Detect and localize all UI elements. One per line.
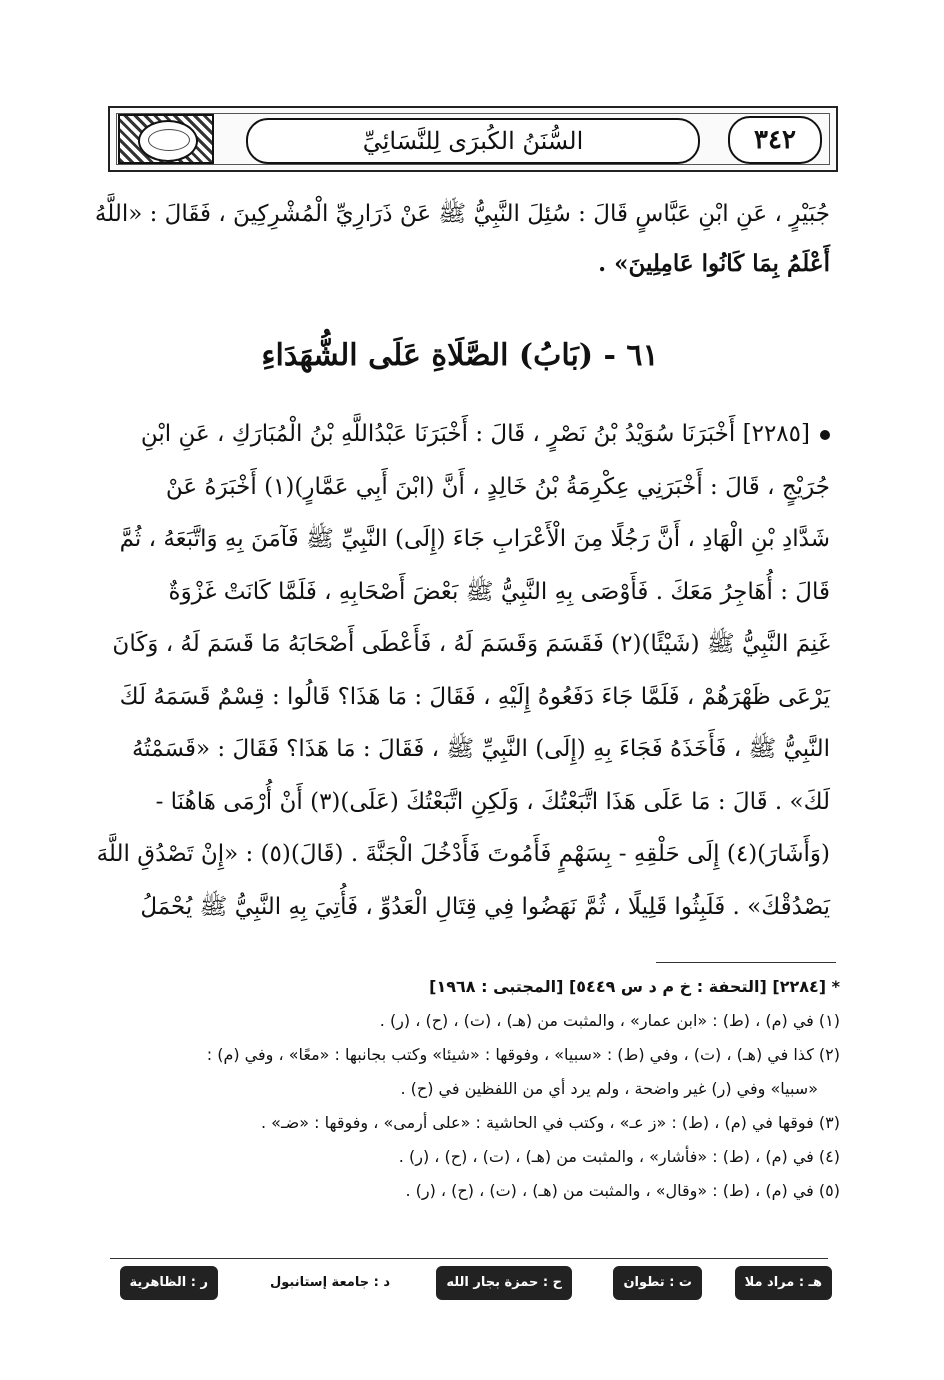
- intro-line: جُبَيْرٍ ، عَنِ ابْنِ عَبَّاسٍ قَالَ : سُئِلَ النَّبِيُّ ﷺ عَنْ ذَرَارِيِّ الْمُشْرِكِينَ ، فَقَالَ : «اللَّهُ: [94, 201, 830, 227]
- footnote: (٢) كذا في (هـ) ، (ت) ، وفي (ط) : «سبيا» ، وفوقها : «شيئا» وكتب بجانبها : «معًا» ، وفي (م) :: [206, 1045, 840, 1064]
- footnote: «سبيا» وفي (ر) غير واضحة ، ولم يرد أي من اللفظين في (ح) .: [400, 1079, 818, 1098]
- footer-rule: [110, 1258, 828, 1259]
- footnote-reference: * [٢٢٨٤] [التحفة : خ م د س ٥٤٤٩] [المجتبى : ١٩٦٨]: [429, 977, 840, 996]
- footnote-divider: [656, 962, 836, 963]
- intro-line: أَعْلَمُ بِمَا كَانُوا عَامِلِينَ» .: [598, 250, 830, 277]
- bullet-icon: [820, 430, 830, 440]
- page-number: ٣٤٢: [728, 116, 822, 164]
- hadith-line: جُرَيْجٍ ، قَالَ : أَخْبَرَنِي عِكْرِمَةُ بْنُ خَالِدٍ ، أَنَّ (ابْنَ أَبِي عَمَّارٍ)(١) أَخْبَرَهُ عَنْ: [165, 473, 830, 500]
- book-seal-icon: [138, 120, 198, 162]
- chapter-heading: ٦١ - (بَابُ) الصَّلَاةِ عَلَى الشُّهَدَاءِ: [261, 338, 659, 373]
- footnotes: [100, 970, 840, 1208]
- hadith-line: شَدَّادِ بْنِ الْهَادِ ، أَنَّ رَجُلًا مِنَ الْأَعْرَابِ جَاءَ (إِلَى) النَّبِيِّ ﷺ فَآمَنَ بِهِ وَاتَّبَعَهُ ، ثُمَّ: [119, 526, 830, 552]
- manuscript-badge: هـ : مراد ملا: [735, 1266, 832, 1300]
- manuscript-badge: ت : تطوان: [613, 1266, 702, 1300]
- hadith-line: [٢٢٨٥] أَخْبَرَنَا سُوَيْدُ بْنُ نَصْرٍ ، قَالَ : أَخْبَرَنَا عَبْدُاللَّهِ بْنُ الْمُبَارَكِ ، عَنِ ابْنِ: [90, 408, 830, 461]
- hadith-line: غَنِمَ النَّبِيُّ ﷺ (شَيْئًا)(٢) فَقَسَمَ وَقَسَمَ لَهُ ، فَأَعْطَى أَصْحَابَهُ مَا قَسَمَ لَهُ ، وَكَانَ: [112, 631, 830, 657]
- footnote: (٣) فوقها في (م) ، (ط) : «ز عـ» ، وكتب في الحاشية : «على أرمى» ، وفوقها : «ضـ» .: [261, 1113, 840, 1132]
- hadith-line: قَالَ : أُهَاجِرُ مَعَكَ . فَأَوْصَى بِهِ النَّبِيُّ ﷺ بَعْضَ أَصْحَابِهِ ، فَلَمَّا كَانَتْ غَزْوَةٌ: [168, 578, 830, 605]
- footnote: (٥) في (م) ، (ط) : «وقال» ، والمثبت من (هـ) ، (ت) ، (ح) ، (ر) .: [405, 1181, 840, 1200]
- book-title: السُّنَنُ الكُبرَى لِلنَّسَائِيِّ: [246, 118, 700, 164]
- page-header: [108, 106, 838, 172]
- intro-text: [90, 190, 830, 288]
- footnote: (٤) في (م) ، (ط) : «فأشار» ، والمثبت من (هـ) ، (ت) ، (ح) ، (ر) .: [398, 1147, 840, 1166]
- hadith-line: يَصْدُقْكَ» . فَلَبِثُوا قَلِيلًا ، ثُمَّ نَهَضُوا فِي قِتَالِ الْعَدُوِّ ، فَأُتِيَ بِهِ النَّبِيُّ ﷺ يُحْمَلُ: [140, 893, 830, 920]
- manuscript-badge: د : جامعة إستانبول: [269, 1275, 390, 1290]
- manuscript-legend: [110, 1266, 840, 1306]
- ornament-left-icon: [118, 114, 214, 164]
- footnote: (١) في (م) ، (ط) : «ابن عمار» ، والمثبت من (هـ) ، (ت) ، (ح) ، (ر) .: [379, 1011, 840, 1030]
- manuscript-badge: ر : الظاهرية: [120, 1266, 218, 1300]
- hadith-line: (وَأَشَارَ)(٤) إِلَى حَلْقِهِ - بِسَهْمٍ فَأَمُوتَ فَأَدْخُلَ الْجَنَّةَ . (قَالَ)(٥) : «إِنْ تَصْدُقِ اللَّهَ: [96, 841, 830, 867]
- manuscript-badge: ح : حمزة بجار الله: [436, 1266, 572, 1300]
- hadith-line: لَكَ» . قَالَ : مَا عَلَى هَذَا اتَّبَعْتُكَ ، وَلَكِنِ اتَّبَعْتُكَ (عَلَى)(٣) أَنْ أُرْمَى هَاهُنَا -: [155, 788, 830, 815]
- hadith-line: يَرْعَى ظَهْرَهُمْ ، فَلَمَّا جَاءَ دَفَعُوهُ إِلَيْهِ ، فَقَالَ : مَا هَذَا؟ قَالُوا : قِسْمٌ قَسَمَهُ لَكَ: [119, 683, 830, 710]
- hadith-text: [90, 408, 830, 933]
- hadith-line: النَّبِيُّ ﷺ ، فَأَخَذَهُ فَجَاءَ بِهِ (إِلَى) النَّبِيِّ ﷺ ، فَقَالَ : مَا هَذَا؟ فَقَالَ : «قَسَمْتُهُ: [131, 736, 830, 762]
